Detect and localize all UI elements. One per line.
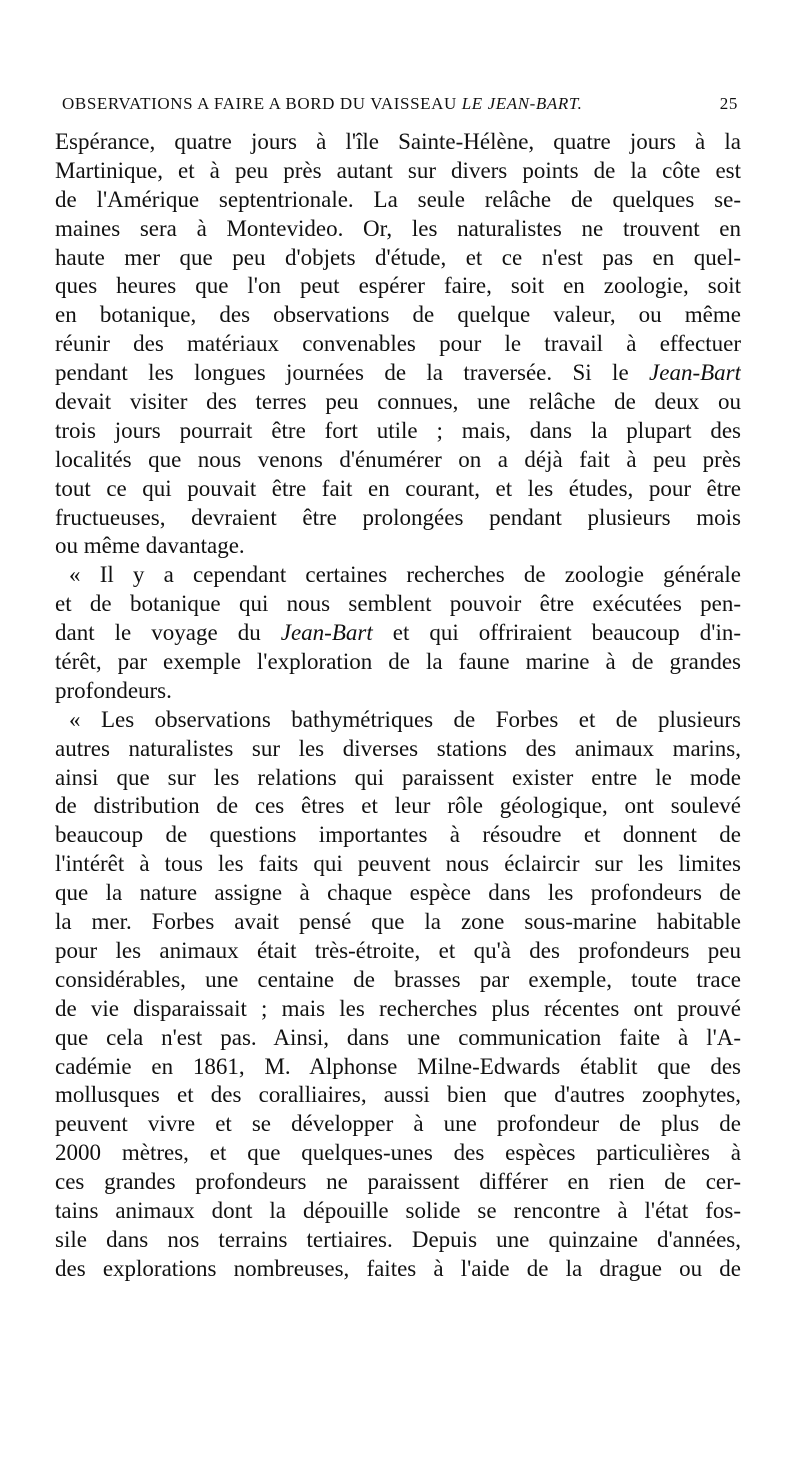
line-text: et de botanique qui nous semblent pouvoir être exécutées pen- [55,591,741,617]
text-line [55,301,741,330]
line-text: beaucoup de questions importantes à résoudre et donnent de [55,822,741,848]
line-text: peuvent vivre et se développer à une profondeur de plus de [55,1111,741,1137]
text-line [55,966,741,995]
text-line [55,128,741,157]
text-line [55,1139,741,1168]
line-text: cadémie en 1861, M. Alphonse Milne-Edwards établit que des [55,1053,741,1079]
running-title-roman: OBSERVATIONS A FAIRE A BORD DU VAISSEAU [62,94,462,113]
text-line [55,1024,741,1053]
text-line [55,821,741,850]
text-line [55,850,741,879]
line-text: que la nature assigne à chaque espèce dans les profondeurs de [55,880,741,906]
text-line [55,504,741,533]
page-number: 25 [719,94,738,113]
text-line [55,590,741,619]
line-text: l'intérêt à tous les faits qui peuvent nous éclaircir sur les limites [55,851,741,877]
line-text: Martinique, et à peu près autant sur divers points de la côte est [55,157,741,183]
text-line [55,792,741,821]
text-line [55,272,741,301]
line-text: considérables, une centaine de brasses par exemple, toute trace [55,966,741,992]
text-line [55,706,741,735]
text-line [55,446,741,475]
text-line [55,1226,741,1255]
line-text: ces grandes profondeurs ne paraissent différer en rien de cer- [55,1169,741,1195]
text-line [55,677,741,706]
line-text: fructueuses, devraient être prolongées pendant plusieurs mois [55,504,741,530]
line-text: profondeurs. [55,677,172,703]
text-line [55,330,741,359]
line-text: tout ce qui pouvait être fait en courant, et les études, pour être [55,475,741,501]
running-title [62,92,583,116]
text-line [55,735,741,764]
ship-name-italic: Jean-Bart [280,620,373,646]
text-line [55,215,741,244]
line-text: pour les animaux était très-étroite, et qu'à des profondeurs peu [55,937,741,963]
text-line [55,937,741,966]
line-text: « Les observations bathymétriques de Forbes et de plusieurs [69,706,741,732]
line-text: pendant les longues journées de la traversée. Si le [55,360,650,386]
text-line [55,532,741,561]
line-text: devait visiter des terres peu connues, une relâche de deux ou [55,389,741,415]
ship-name-italic: Jean-Bart [649,360,741,386]
line-text: térêt, par exemple l'exploration de la faune marine à de grandes [55,649,741,675]
line-text: en botanique, des observations de quelque valeur, ou même [55,302,741,328]
line-text: localités que nous venons d'énumérer on a déjà fait à peu près [55,446,741,472]
line-text: réunir des matériaux convenables pour le travail à effectuer [55,331,741,357]
text-line [55,1053,741,1082]
running-head [62,92,738,116]
text-line [55,244,741,273]
line-text: que cela n'est pas. Ainsi, dans une communication faite à l'A- [55,1024,741,1050]
line-text: Espérance, quatre jours à l'île Sainte-Hélène, quatre jours à la [55,129,741,154]
line-text: autres naturalistes sur les diverses stations des animaux marins, [55,735,741,761]
line-text: trois jours pourrait être fort utile ; mais, dans la plupart des [55,417,741,443]
text-line [55,879,741,908]
line-text: 2000 mètres, et que quelques-unes des espèces particulières à [55,1140,741,1166]
body-text [55,128,741,1284]
text-line [55,764,741,793]
text-line [55,1197,741,1226]
line-text: ainsi que sur les relations qui paraissent exister entre le mode [55,764,741,790]
running-title-ship-name: LE JEAN-BART. [461,94,583,113]
line-text: la mer. Forbes avait pensé que la zone sous-marine habitable [55,909,741,935]
line-text: tains animaux dont la dépouille solide se rencontre à l'état fos- [55,1197,741,1223]
line-text: ques heures que l'on peut espérer faire, soit en zoologie, soit [55,273,741,299]
line-text: de distribution de ces êtres et leur rôle géologique, ont soulevé [55,793,741,819]
line-text: « Il y a cependant certaines recherches de zoologie générale [69,562,741,588]
text-line [55,359,741,388]
text-line [55,619,741,648]
text-line [55,648,741,677]
text-line [55,475,741,504]
text-line [55,1110,741,1139]
text-line [55,1168,741,1197]
text-line [55,561,741,590]
line-text: ou même davantage. [55,533,245,559]
line-text-continued: et qui offriraient beaucoup d'in- [372,620,741,646]
line-text: mollusques et des coralliaires, aussi bien que d'autres zoophytes, [55,1082,741,1108]
text-line [55,186,741,215]
text-line [55,157,741,186]
line-text: de l'Amérique septentrionale. La seule relâche de quelques se- [55,186,741,212]
text-line [55,1081,741,1110]
text-line [55,908,741,937]
text-line [55,995,741,1024]
line-text: maines sera à Montevideo. Or, les naturalistes ne trouvent en [55,215,741,241]
line-text: sile dans nos terrains tertiaires. Depuis une quinzaine d'années, [55,1226,741,1252]
line-text: de vie disparaissait ; mais les recherches plus récentes ont prouvé [55,995,741,1021]
line-text: des explorations nombreuses, faites à l'aide de la drague ou de [55,1255,741,1281]
text-line [55,1255,741,1284]
text-line [55,388,741,417]
line-text: dant le voyage du [55,620,281,646]
line-text: haute mer que peu d'objets d'étude, et ce n'est pas en quel- [55,244,741,270]
text-line [55,417,741,446]
